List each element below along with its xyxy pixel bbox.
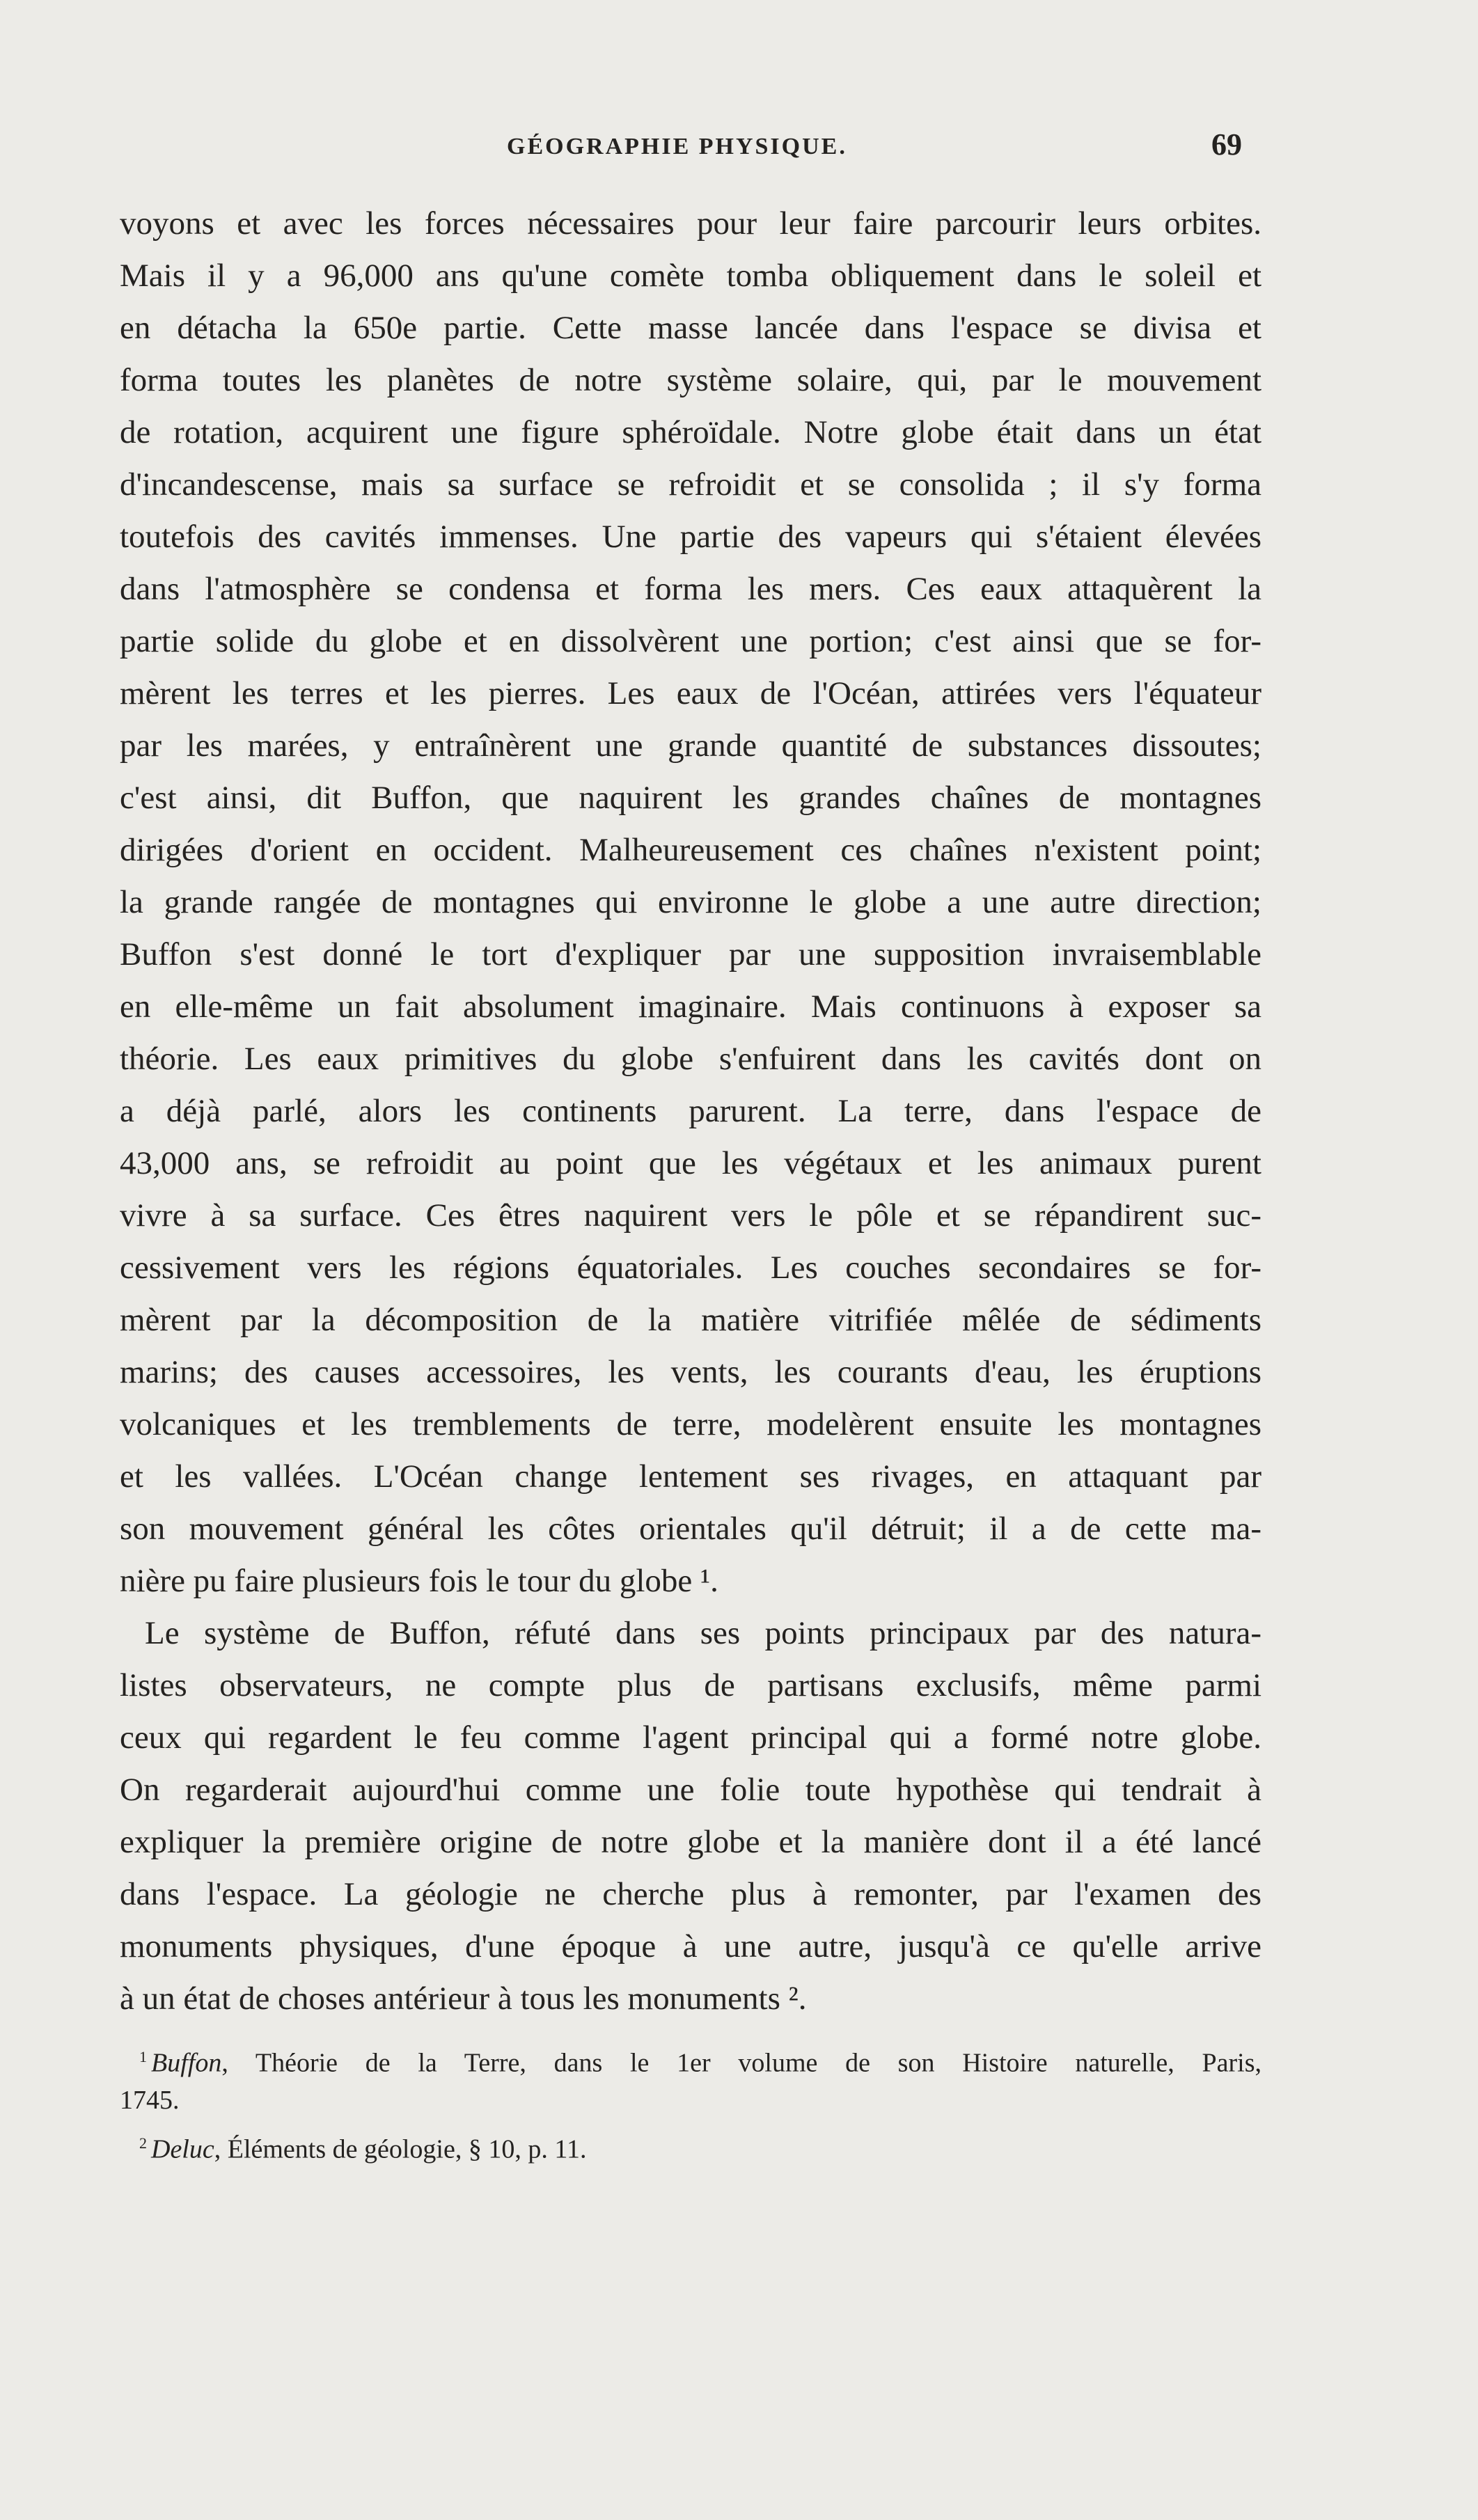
- text-line: en détacha la 650e partie. Cette masse lancée dans l'espace se divisa et: [120, 310, 1261, 346]
- text-line: mèrent par la décomposition de la matière vitrifiée mêlée de sédiments: [120, 1302, 1261, 1338]
- text-line: Le système de Buffon, réfuté dans ses points principaux par des natura-: [145, 1615, 1261, 1651]
- text-line: nière pu faire plusieurs fois le tour du globe ¹.: [120, 1563, 718, 1599]
- footnote-text: , Théorie de la Terre, dans le 1er volume de son Histoire naturelle, Paris,: [221, 2048, 1261, 2078]
- text-line: dirigées d'orient en occident. Malheureusement ces chaînes n'existent point;: [120, 832, 1261, 868]
- text-line: par les marées, y entraînèrent une grande quantité de substances dissoutes;: [120, 727, 1261, 764]
- running-head: [0, 127, 1478, 175]
- text-line: toutefois des cavités immenses. Une partie des vapeurs qui s'étaient élevées: [120, 519, 1261, 555]
- footnote-1: [120, 2035, 1261, 2079]
- text-line: expliquer la première origine de notre globe et la manière dont il a été lancé: [120, 1824, 1261, 1860]
- footnotes: [120, 2035, 1261, 2165]
- text-line: de rotation, acquirent une figure sphéroïdale. Notre globe était dans un état: [120, 414, 1261, 450]
- text-line: Buffon s'est donné le tort d'expliquer par une supposition invraisemblable: [120, 936, 1261, 972]
- text-line: vivre à sa surface. Ces êtres naquirent vers le pôle et se répandirent suc-: [120, 1197, 1261, 1234]
- text-line: à un état de choses antérieur à tous les monuments ².: [120, 1980, 807, 2017]
- text-line: listes observateurs, ne compte plus de partisans exclusifs, même parmi: [120, 1667, 1261, 1703]
- text-line: partie solide du globe et en dissolvèrent une portion; c'est ainsi que se for-: [120, 623, 1261, 659]
- text-line: ceux qui regardent le feu comme l'agent principal qui a formé notre globe.: [120, 1719, 1261, 1756]
- footnote-number: 2: [139, 2134, 147, 2152]
- text-line: son mouvement général les côtes orientales qu'il détruit; il a de cette ma-: [120, 1511, 1261, 1547]
- text-line: et les vallées. L'Océan change lentement ses rivages, en attaquant par: [120, 1458, 1261, 1495]
- footnote-text: , Éléments de géologie, § 10, p. 11.: [214, 2134, 587, 2164]
- text-line: forma toutes les planètes de notre système solaire, qui, par le mouvement: [120, 362, 1261, 398]
- text-line: dans l'espace. La géologie ne cherche plus à remonter, par l'examen des: [120, 1876, 1261, 1912]
- text-line: Mais il y a 96,000 ans qu'une comète tomba obliquement dans le soleil et: [120, 258, 1261, 294]
- footnote-number: 1: [139, 2048, 147, 2065]
- footnote-1-continuation: 1745.: [120, 2086, 180, 2115]
- page-number: 69: [1211, 127, 1242, 162]
- text-line: théorie. Les eaux primitives du globe s'enfuirent dans les cavités dont on: [120, 1041, 1261, 1077]
- text-line: cessivement vers les régions équatoriales. Les couches secondaires se for-: [120, 1250, 1261, 1286]
- text-line: On regarderait aujourd'hui comme une folie toute hypothèse qui tendrait à: [120, 1772, 1261, 1808]
- text-line: dans l'atmosphère se condensa et forma les mers. Ces eaux attaquèrent la: [120, 571, 1261, 607]
- text-line: la grande rangée de montagnes qui environne le globe a une autre direction;: [120, 884, 1261, 920]
- text-line: c'est ainsi, dit Buffon, que naquirent les grandes chaînes de montagnes: [120, 780, 1261, 816]
- footnote-author: Buffon: [151, 2048, 222, 2078]
- footnote-2: [120, 2122, 1261, 2165]
- text-line: 43,000 ans, se refroidit au point que les végétaux et les animaux purent: [120, 1145, 1261, 1181]
- running-title: GÉOGRAPHIE PHYSIQUE.: [507, 134, 847, 159]
- text-line: marins; des causes accessoires, les vents, les courants d'eau, les éruptions: [120, 1354, 1261, 1390]
- body-text: [120, 198, 1261, 2025]
- text-line: volcaniques et les tremblements de terre, modelèrent ensuite les montagnes: [120, 1406, 1261, 1442]
- footnote-author: Deluc: [151, 2134, 214, 2164]
- text-line: d'incandescense, mais sa surface se refroidit et se consolida ; il s'y forma: [120, 466, 1261, 503]
- text-line: monuments physiques, d'une époque à une autre, jusqu'à ce qu'elle arrive: [120, 1928, 1261, 1964]
- text-line: mèrent les terres et les pierres. Les eaux de l'Océan, attirées vers l'équateur: [120, 675, 1261, 711]
- text-line: en elle-même un fait absolument imaginaire. Mais continuons à exposer sa: [120, 989, 1261, 1025]
- text-line: voyons et avec les forces nécessaires pour leur faire parcourir leurs orbites.: [120, 205, 1261, 242]
- text-line: a déjà parlé, alors les continents parurent. La terre, dans l'espace de: [120, 1093, 1261, 1129]
